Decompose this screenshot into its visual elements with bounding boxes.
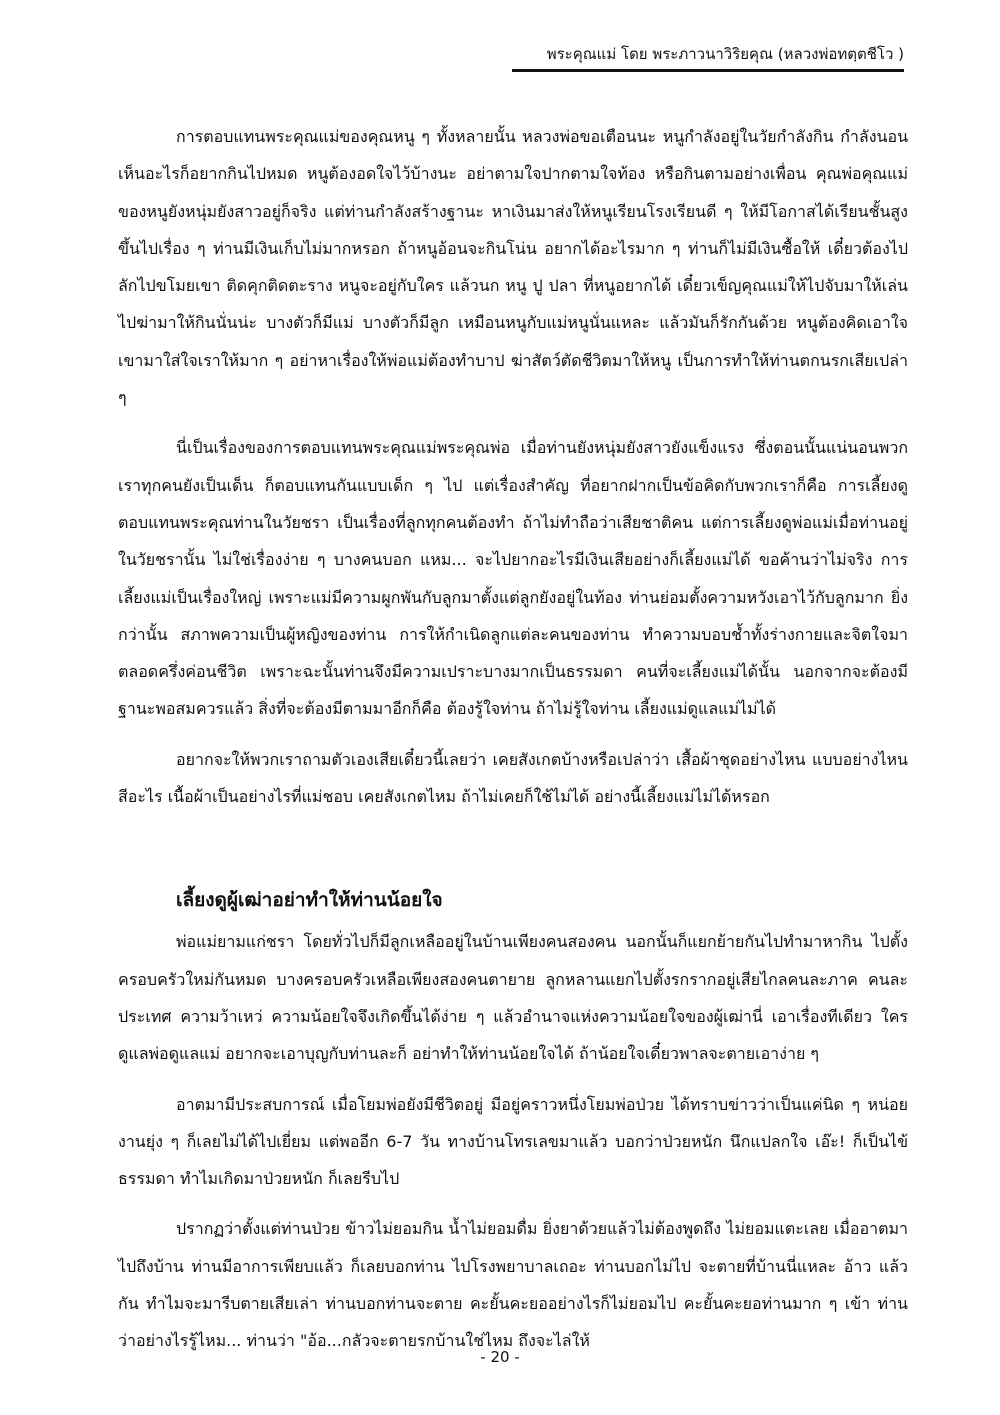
section-paragraph-2: อาตมามีประสบการณ์ เมื่อโยมพ่อยังมีชีวิตอยู่ มีอยู่คราวหนึ่งโยมพ่อป่วย ได้ทราบข่าวว่าเป็นแค่นิด ๆ หน่อย งานยุ่ง ๆ ก็เลยไม่ได้ไปเยี่ยม แต่พออีก 6-7 วัน ทางบ้านโทรเลขมาแล้ว บอกว่าป่วยหนัก นึกแปลกใจ เอ๊ะ! ก็เป็นไข้ธรรมดา ทำไมเกิดมาป่วยหนัก ก็เลยรีบไป xyxy=(118,1094,908,1189)
page-number: - 20 - xyxy=(480,1348,520,1366)
paragraph-1: การตอบแทนพระคุณแม่ของคุณหนู ๆ ทั้งหลายนั้น หลวงพ่อขอเตือนนะ หนูกำลังอยู่ในวัยกำลังกิน กำลังนอน เห็นอะไรก็อยากกินไปหมด หนูต้องอดใจไว้บ้างนะ อย่าตามใจปากตามใจท้อง หรือกินตามอย่างเพื่อน คุณพ่อคุณแม่ของหนูยังหนุ่มยังสาวอยู่ก็จริง แต่ท่านกำลังสร้างฐานะ หาเงินมาส่งให้หนูเรียนโรงเรียนดี ๆ ให้มีโอกาสได้เรียนชั้นสูงขึ้นไปเรื่อง ๆ ท่านมีเงินเก็บไม่มากหรอก ถ้าหนูอ้อนจะกินโน่น อยากได้อะไรมาก ๆ ท่านก็ไม่มีเงินซื้อให้ เดี๋ยวต้องไปลักไปขโมยเขา ติดคุกติดตะราง หนูจะอยู่กับใคร แล้วนก หนู ปู ปลา ที่หนูอยากได้ เดี๋ยวเข็ญคุณแม่ให้ไปจับมาให้เล่น ไปฆ่ามาให้กินนั่นน่ะ บางตัวก็มีแม่ บางตัวก็มีลูก เหมือนหนูกับแม่หนูนั่นแหละ แล้วมันก็รักกันด้วย หนูต้องคิดเอาใจเขามาใส่ใจเราให้มาก ๆ อย่าหาเรื่องให้พ่อแม่ต้องทำบาป ฆ่าสัตว์ตัดชีวิตมาให้หนู เป็นการทำให้ท่านตกนรกเสียเปล่า ๆ xyxy=(118,127,908,408)
page-header xyxy=(512,40,904,72)
document-body xyxy=(118,118,908,1373)
section-paragraph-1: พ่อแม่ยามแก่ชรา โดยทั่วไปก็มีลูกเหลืออยู่ในบ้านเพียงคนสองคน นอกนั้นก็แยกย้ายกันไปทำมาหากิน ไปตั้งครอบครัวใหม่กันหมด บางครอบครัวเหลือเพียงสองคนตายาย ลูกหลานแยกไปตั้งรกรากอยู่เสียไกลคนละภาค คนละประเทศ ความว้าเหว่ ความน้อยใจจึงเกิดขึ้นได้ง่าย ๆ แล้วอำนาจแห่งความน้อยใจของผู้เฒ่านี่ เอาเรื่องทีเดียว ใครดูแลพ่อดูแลแม่ อยากจะเอาบุญกับท่านละก็ อย่าทำให้ท่านน้อยใจได้ ถ้าน้อยใจเดี๋ยวพาลจะตายเอาง่าย ๆ xyxy=(118,932,908,1064)
paragraph-3: อยากจะให้พวกเราถามตัวเองเสียเดี๋ยวนี้เลยว่า เคยสังเกตบ้างหรือเปล่าว่า เสื้อผ้าชุดอย่างไหน แบบอย่างไหน สีอะไร เนื้อผ้าเป็นอย่างไรที่แม่ชอบ เคยสังเกตไหม ถ้าไม่เคยก็ใช้ไม่ได้ อย่างนี้เลี้ยงแม่ไม่ได้หรอก xyxy=(118,749,908,807)
section-spacer xyxy=(118,828,908,880)
section-heading: เลี้ยงดูผู้เฒ่าอย่าทำให้ท่านน้อยใจ xyxy=(176,889,443,912)
section-paragraph-3: ปรากฏว่าตั้งแต่ท่านป่วย ข้าวไม่ยอมกิน น้ำไม่ยอมดื่ม ยิ่งยาด้วยแล้วไม่ต้องพูดถึง ไม่ยอมแตะเลย เมื่ออาตมาไปถึงบ้าน ท่านมีอาการเพียบแล้ว ก็เลยบอกท่าน ไปโรงพยาบาลเถอะ ท่านบอกไม่ไป จะตายที่บ้านนี่แหละ อ้าว แล้วกัน ทำไมจะมารีบตายเสียเล่า ท่านบอกท่านจะตาย คะยั้นคะยออย่างไรก็ไม่ยอมไป คะยั้นคะยอท่านมาก ๆ เข้า ท่านว่าอย่างไรรู้ไหม... ท่านว่า "อ้อ...กลัวจะตายรกบ้านใช่ไหม ถึงจะไล่ให้ xyxy=(118,1219,908,1351)
header-title: พระคุณแม่ โดย พระภาวนาวิริยคุณ (หลวงพ่อทตฺตชีโว ) xyxy=(546,45,904,63)
paragraph-2: นี่เป็นเรื่องของการตอบแทนพระคุณแม่พระคุณพ่อ เมื่อท่านยังหนุ่มยังสาวยังแข็งแรง ซึ่งตอนนั้นแน่นอนพวกเราทุกคนยังเป็นเด็น ก็ตอบแทนกันแบบเด็ก ๆ ไป แต่เรื่องสำคัญ ที่อยากฝากเป็นข้อคิดกับพวกเราก็คือ การเลี้ยงดูตอบแทนพระคุณท่านในวัยชรา เป็นเรื่องที่ลูกทุกคนต้องทำ ถ้าไม่ทำถือว่าเสียชาติคน แต่การเลี้ยงดูพ่อแม่เมื่อท่านอยู่ในวัยชรานั้น ไม่ใช่เรื่องง่าย ๆ บางคนบอก แหม... จะไปยากอะไรมีเงินเสียอย่างก็เลี้ยงแม่ได้ ขอค้านว่าไม่จริง การเลี้ยงแม่เป็นเรื่องใหญ่ เพราะแม่มีความผูกพันกับลูกมาตั้งแต่ลูกยังอยู่ในท้อง ท่านย่อมตั้งความหวังเอาไว้กับลูกมาก ยิ่งกว่านั้น สภาพความเป็นผู้หญิงของท่าน การให้กำเนิดลูกแต่ละคนของท่าน ทำความบอบช้ำทั้งร่างกายและจิตใจมาตลอดครึ่งค่อนชีวิต เพราะฉะนั้นท่านจึงมีความเปราะบางมากเป็นธรรมดา คนที่จะเลี้ยงแม่ได้นั้น นอกจากจะต้องมีฐานะพอสมควรแล้ว สิ่งที่จะต้องมีตามมาอีกก็คือ ต้องรู้ใจท่าน ถ้าไม่รู้ใจท่าน เลี้ยงแม่ดูแลแม่ไม่ได้ xyxy=(118,438,908,719)
